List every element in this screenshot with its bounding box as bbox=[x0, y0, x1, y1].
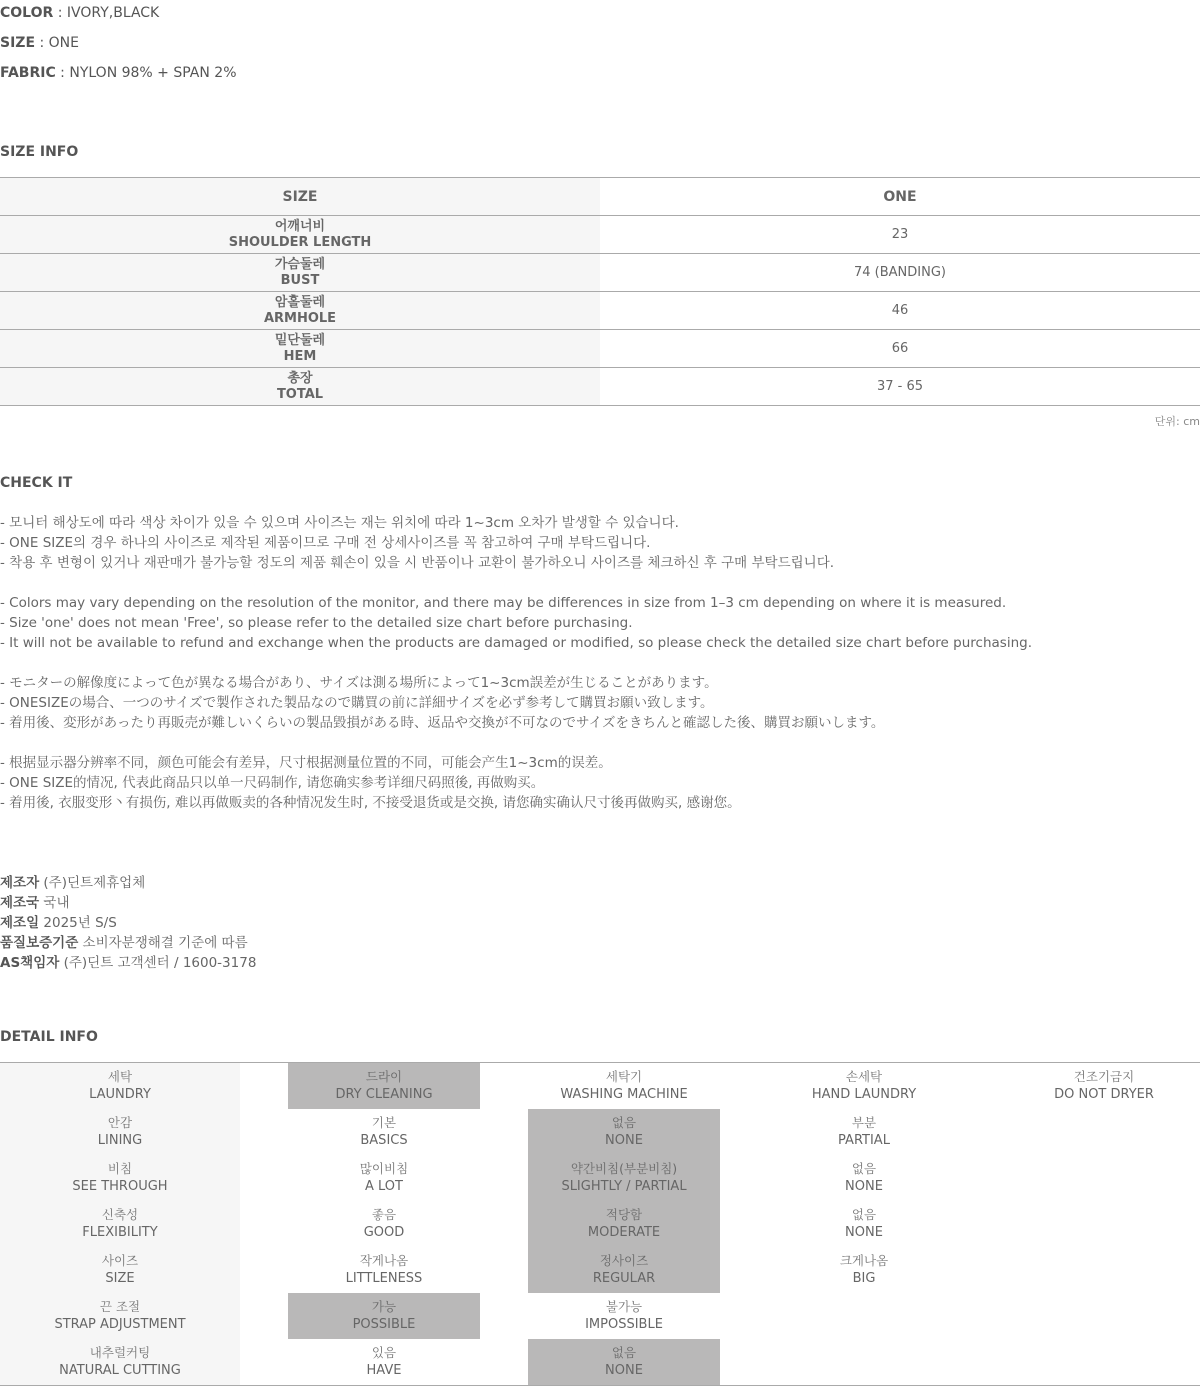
spec-color: COLOR : IVORY,BLACK bbox=[0, 5, 160, 21]
detail-option bbox=[288, 1247, 480, 1293]
check-it-title: CHECK IT bbox=[0, 475, 73, 491]
detail-cell-ko: 세탁기 bbox=[605, 1069, 643, 1084]
detail-row-label bbox=[0, 1063, 240, 1109]
detail-row bbox=[0, 1155, 1200, 1201]
detail-cell-ko: 부분 bbox=[851, 1115, 877, 1130]
detail-cell-ko: 끈 조절 bbox=[99, 1299, 141, 1314]
detail-cell-en: HAVE bbox=[366, 1363, 402, 1378]
detail-option-selected bbox=[528, 1247, 720, 1293]
detail-option-selected bbox=[528, 1201, 720, 1247]
detail-cell-ko: 작게나옴 bbox=[359, 1253, 409, 1268]
detail-cell-ko: 손세탁 bbox=[845, 1069, 883, 1084]
detail-row-label bbox=[0, 1339, 240, 1385]
detail-row-label bbox=[0, 1155, 240, 1201]
detail-cell-en: PARTIAL bbox=[838, 1133, 890, 1148]
detail-option bbox=[1008, 1063, 1200, 1109]
table-row bbox=[0, 330, 1200, 368]
check-line: - 착용 후 변형이 있거나 재판매가 불가능할 정도의 제품 훼손이 있을 시 반품이나 교환이 불가하오니 사이즈를 체크하신 후 구매 부탁드립니다. bbox=[0, 555, 835, 571]
detail-cell-ko: 크게나옴 bbox=[839, 1253, 889, 1268]
detail-cell-ko: 드라이 bbox=[365, 1069, 403, 1084]
detail-option bbox=[288, 1155, 480, 1201]
detail-cell-en: GOOD bbox=[363, 1225, 405, 1240]
check-line: - Colors may vary depending on the resolution of the monitor, and there may be differences in size from 1–3 cm depending on where it is measured. bbox=[0, 595, 1007, 611]
detail-option bbox=[768, 1109, 960, 1155]
table-row bbox=[0, 216, 1200, 254]
detail-cell-ko: 정사이즈 bbox=[599, 1253, 649, 1268]
detail-cell-ko: 약간비침(부분비침) bbox=[570, 1161, 678, 1176]
detail-option bbox=[768, 1155, 960, 1201]
detail-option bbox=[768, 1063, 960, 1109]
detail-cell-ko: 사이즈 bbox=[101, 1253, 139, 1268]
spec-size: SIZE : ONE bbox=[0, 35, 79, 51]
check-line: - 根据显示器分辨率不同，颜色可能会有差异，尺寸根据测量位置的不同，可能会产生1~3cm的误差。 bbox=[0, 755, 612, 771]
detail-cell-ko: 많이비침 bbox=[359, 1161, 409, 1176]
size-row-value: 74 (BANDING) bbox=[854, 265, 946, 280]
size-row-value: 66 bbox=[891, 341, 909, 356]
detail-cell-ko: 세탁 bbox=[107, 1069, 133, 1084]
check-line: - ONE SIZE的情况, 代表此商品只以单一尺码制作, 请您确实参考详细尺码照後, 再做购买。 bbox=[0, 775, 545, 791]
check-line: - ONESIZEの場合、一つのサイズで製作された製品なので購買の前に詳細サイズを必ず参考して購買お願い致します。 bbox=[0, 695, 714, 711]
detail-row bbox=[0, 1109, 1200, 1155]
table-row bbox=[0, 368, 1200, 406]
detail-cell-en: LAUNDRY bbox=[89, 1087, 151, 1102]
detail-row bbox=[0, 1201, 1200, 1247]
detail-cell-en: NONE bbox=[845, 1179, 883, 1194]
detail-cell-en: NONE bbox=[605, 1133, 643, 1148]
detail-cell-en: FLEXIBILITY bbox=[82, 1225, 158, 1240]
detail-cell-en: NATURAL CUTTING bbox=[59, 1363, 181, 1378]
detail-cell-en: A LOT bbox=[365, 1179, 403, 1194]
size-header-value: ONE bbox=[883, 188, 917, 205]
maker-country: 제조국 국내 bbox=[0, 895, 70, 911]
detail-cell-en: LINING bbox=[97, 1133, 143, 1148]
detail-cell-en: REGULAR bbox=[592, 1271, 656, 1286]
detail-cell-en: DRY CLEANING bbox=[335, 1087, 433, 1102]
detail-cell-en: LITTLENESS bbox=[345, 1271, 423, 1286]
size-row-label: 가슴둘레 BUST bbox=[0, 254, 600, 291]
detail-cell-ko: 없음 bbox=[851, 1207, 877, 1222]
detail-option bbox=[528, 1063, 720, 1109]
detail-row bbox=[0, 1063, 1200, 1109]
detail-row-label bbox=[0, 1201, 240, 1247]
maker-manufacturer: 제조자 (주)딘트제휴업체 bbox=[0, 875, 146, 891]
detail-grid bbox=[0, 1062, 1200, 1386]
detail-row bbox=[0, 1293, 1200, 1339]
size-row-value: 46 bbox=[891, 303, 909, 318]
check-line: - 着用後, 衣服变形丶有损伤, 难以再做贩卖的各种情况发生时, 不接受退货或是交换, 请您确实确认尺寸後再做购买, 感谢您。 bbox=[0, 795, 741, 811]
detail-cell-en: SLIGHTLY / PARTIAL bbox=[561, 1179, 687, 1194]
detail-cell-ko: 비침 bbox=[107, 1161, 133, 1176]
detail-option bbox=[288, 1201, 480, 1247]
size-row-label: 어깨너비 SHOULDER LENGTH bbox=[0, 216, 600, 253]
detail-cell-en: IMPOSSIBLE bbox=[585, 1317, 663, 1332]
size-table-header bbox=[0, 178, 1200, 216]
detail-cell-en: NONE bbox=[845, 1225, 883, 1240]
detail-cell-ko: 내추럴커팅 bbox=[89, 1345, 151, 1360]
detail-cell-ko: 가능 bbox=[371, 1299, 397, 1314]
detail-option-selected bbox=[288, 1293, 480, 1339]
detail-row bbox=[0, 1247, 1200, 1293]
detail-cell-en: NONE bbox=[605, 1363, 643, 1378]
maker-date: 제조일 2025년 S/S bbox=[0, 915, 117, 931]
detail-cell-en: STRAP ADJUSTMENT bbox=[54, 1317, 186, 1332]
detail-cell-en: SEE THROUGH bbox=[72, 1179, 168, 1194]
table-row bbox=[0, 292, 1200, 330]
detail-cell-ko: 건조기금지 bbox=[1073, 1069, 1135, 1084]
table-row bbox=[0, 254, 1200, 292]
detail-row-label bbox=[0, 1109, 240, 1155]
size-row-value: 37 - 65 bbox=[876, 379, 924, 394]
check-line: - It will not be available to refund and exchange when the products are damaged or modified, so please check the detailed size chart before purchasing. bbox=[0, 635, 1032, 651]
detail-option bbox=[768, 1201, 960, 1247]
detail-cell-ko: 있음 bbox=[371, 1345, 397, 1360]
detail-cell-en: DO NOT DRYER bbox=[1054, 1087, 1154, 1102]
size-table bbox=[0, 177, 1200, 406]
detail-cell-en: SIZE bbox=[105, 1271, 135, 1286]
detail-option-selected bbox=[528, 1155, 720, 1201]
detail-row-label bbox=[0, 1247, 240, 1293]
size-row-label: 총장 TOTAL bbox=[0, 368, 600, 405]
detail-row bbox=[0, 1339, 1200, 1385]
detail-cell-en: MODERATE bbox=[587, 1225, 661, 1240]
detail-cell-ko: 없음 bbox=[611, 1345, 637, 1360]
detail-cell-ko: 불가능 bbox=[605, 1299, 643, 1314]
check-line: - Size 'one' does not mean 'Free', so please refer to the detailed size chart before purchasing. bbox=[0, 615, 633, 631]
detail-row-label bbox=[0, 1293, 240, 1339]
spec-fabric: FABRIC : NYLON 98% + SPAN 2% bbox=[0, 65, 237, 81]
detail-cell-ko: 없음 bbox=[611, 1115, 637, 1130]
detail-cell-ko: 안감 bbox=[107, 1115, 133, 1130]
detail-option-selected bbox=[288, 1063, 480, 1109]
detail-cell-ko: 신축성 bbox=[101, 1207, 139, 1222]
detail-cell-en: HAND LAUNDRY bbox=[811, 1087, 917, 1102]
detail-option-selected bbox=[528, 1339, 720, 1385]
maker-as: AS책임자 (주)딘트 고객센터 / 1600-3178 bbox=[0, 955, 257, 971]
detail-option bbox=[288, 1339, 480, 1385]
detail-cell-ko: 적당함 bbox=[605, 1207, 643, 1222]
detail-cell-en: WASHING MACHINE bbox=[560, 1087, 688, 1102]
detail-cell-en: BASICS bbox=[360, 1133, 408, 1148]
detail-cell-ko: 없음 bbox=[851, 1161, 877, 1176]
detail-option bbox=[528, 1293, 720, 1339]
size-row-label: 암홀둘레 ARMHOLE bbox=[0, 292, 600, 329]
detail-cell-ko: 기본 bbox=[371, 1115, 397, 1130]
check-line: - ONE SIZE의 경우 하나의 사이즈로 제작된 제품이므로 구매 전 상세사이즈를 꼭 참고하여 구매 부탁드립니다. bbox=[0, 535, 651, 551]
check-line: - モニターの解像度によって色が異なる場合があり、サイズは測る場所によって1~3cm誤差が生じることがあります。 bbox=[0, 675, 718, 691]
detail-cell-en: BIG bbox=[852, 1271, 876, 1286]
check-line: - 모니터 해상도에 따라 색상 차이가 있을 수 있으며 사이즈는 재는 위치에 따라 1~3cm 오차가 발생할 수 있습니다. bbox=[0, 515, 679, 531]
detail-option-selected bbox=[528, 1109, 720, 1155]
size-info-title: SIZE INFO bbox=[0, 144, 79, 160]
detail-option bbox=[288, 1109, 480, 1155]
maker-quality: 품질보증기준 소비자분쟁해결 기준에 따름 bbox=[0, 935, 248, 951]
detail-cell-ko: 좋음 bbox=[371, 1207, 397, 1222]
detail-option bbox=[768, 1247, 960, 1293]
check-line: - 着用後、変形があったり再販売が難しいくらいの製品毀損がある時、返品や交換が不可なのでサイズをきちんと確認した後、購買お願いします。 bbox=[0, 715, 885, 731]
size-row-label: 밑단둘레 HEM bbox=[0, 330, 600, 367]
size-unit-note: 단위: cm bbox=[1154, 415, 1200, 428]
detail-info-title: DETAIL INFO bbox=[0, 1029, 98, 1045]
detail-cell-en: POSSIBLE bbox=[352, 1317, 416, 1332]
size-row-value: 23 bbox=[891, 227, 909, 242]
size-header-label: SIZE bbox=[0, 178, 600, 215]
